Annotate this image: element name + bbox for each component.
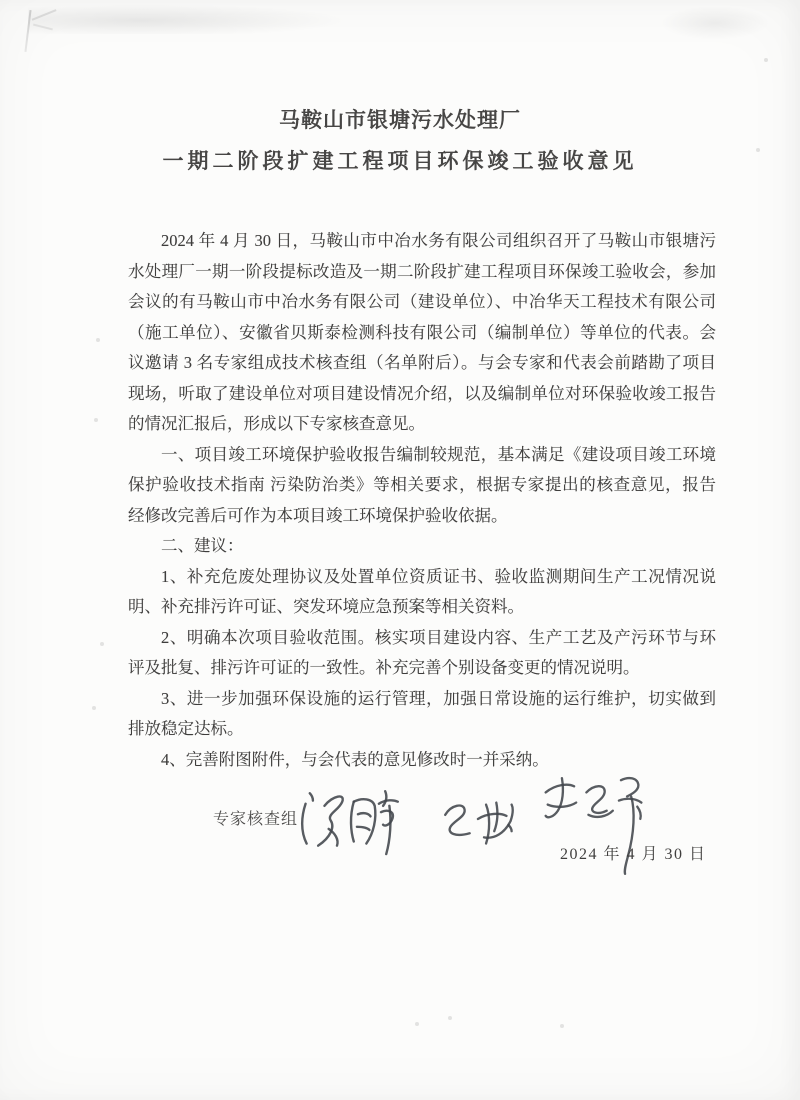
scan-scratch (32, 9, 57, 20)
scan-smudge (28, 4, 348, 34)
document-line: 明、补充排污许可证、突发环境应急预案等相关资料。 (128, 597, 524, 616)
scan-speck (92, 706, 96, 710)
scan-speck (560, 1024, 564, 1028)
scan-speck (448, 1016, 452, 1020)
handwritten-signature-1 (293, 780, 403, 860)
document-line: 3、进一步加强环保设施的运行管理，加强日常设施的运行维护，切实做到 (161, 688, 716, 708)
document-line: 1、补充危废处理协议及处置单位资质证书、验收监测期间生产工况情况说 (161, 566, 716, 586)
document-line: 2、明确本次项目验收范围。核实项目建设内容、生产工艺及产污环节与环 (161, 627, 716, 647)
document-date: 2024 年 4 月 30 日 (560, 846, 707, 863)
scan-smudge (660, 6, 770, 40)
document-line: 的情况汇报后，形成以下专家核查意见。 (128, 414, 425, 433)
document-line: 评及批复、排污许可证的一致性。补充完善个别设备变更的情况说明。 (128, 658, 640, 677)
document-line: 4、完善附图附件，与会代表的意见修改时一并采纳。 (161, 749, 549, 769)
document-line: （施工单位）、安徽省贝斯泰检测科技有限公司（编制单位）等单位的代表。会 (128, 322, 716, 342)
document-title-line2: 一期二阶段扩建工程项目环保竣工验收意见 (162, 149, 638, 173)
document-line: 议邀请 3 名专家组成技术核查组（名单附后）。与会专家和代表会前踏勘了项目 (128, 353, 716, 372)
scan-speck (100, 642, 104, 646)
document-line: 排放稳定达标。 (128, 719, 244, 738)
document-line: 经修改完善后可作为本项目竣工环境保护验收依据。 (128, 505, 508, 525)
handwritten-signature-3 (535, 770, 653, 882)
scan-scratch (33, 24, 53, 30)
scan-scratch (24, 10, 31, 52)
scan-speck (94, 418, 98, 422)
scan-speck (764, 58, 768, 62)
document-line: 保护验收技术指南 污染防治类》等相关要求，根据专家提出的核查意见，报告 (128, 475, 716, 494)
document-line: 2024 年 4 月 30 日，马鞍山市中冶水务有限公司组织召开了马鞍山市银塘污 (161, 231, 716, 250)
expert-review-group-label: 专家核查组 (213, 811, 299, 828)
document-body (128, 226, 716, 775)
document-line: 现场，听取了建设单位对项目建设情况介绍，以及编制单位对环保验收竣工报告 (128, 383, 716, 403)
document-line: 一、项目竣工环境保护验收报告编制较规范，基本满足《建设项目竣工环境 (161, 444, 716, 464)
document-line: 水处理厂一期一阶段提标改造及一期二阶段扩建工程项目环保竣工验收会，参加 (128, 261, 716, 281)
document-title-line1: 马鞍山市银塘污水处理厂 (279, 108, 521, 132)
document-line: 会议的有马鞍山市中冶水务有限公司（建设单位）、中冶华天工程技术有限公司 (128, 292, 716, 311)
scan-speck (415, 1022, 419, 1026)
document-title (0, 106, 800, 175)
handwritten-signature-2 (437, 790, 529, 852)
document-line: 二、建议： (161, 536, 244, 555)
scan-speck (96, 338, 100, 342)
